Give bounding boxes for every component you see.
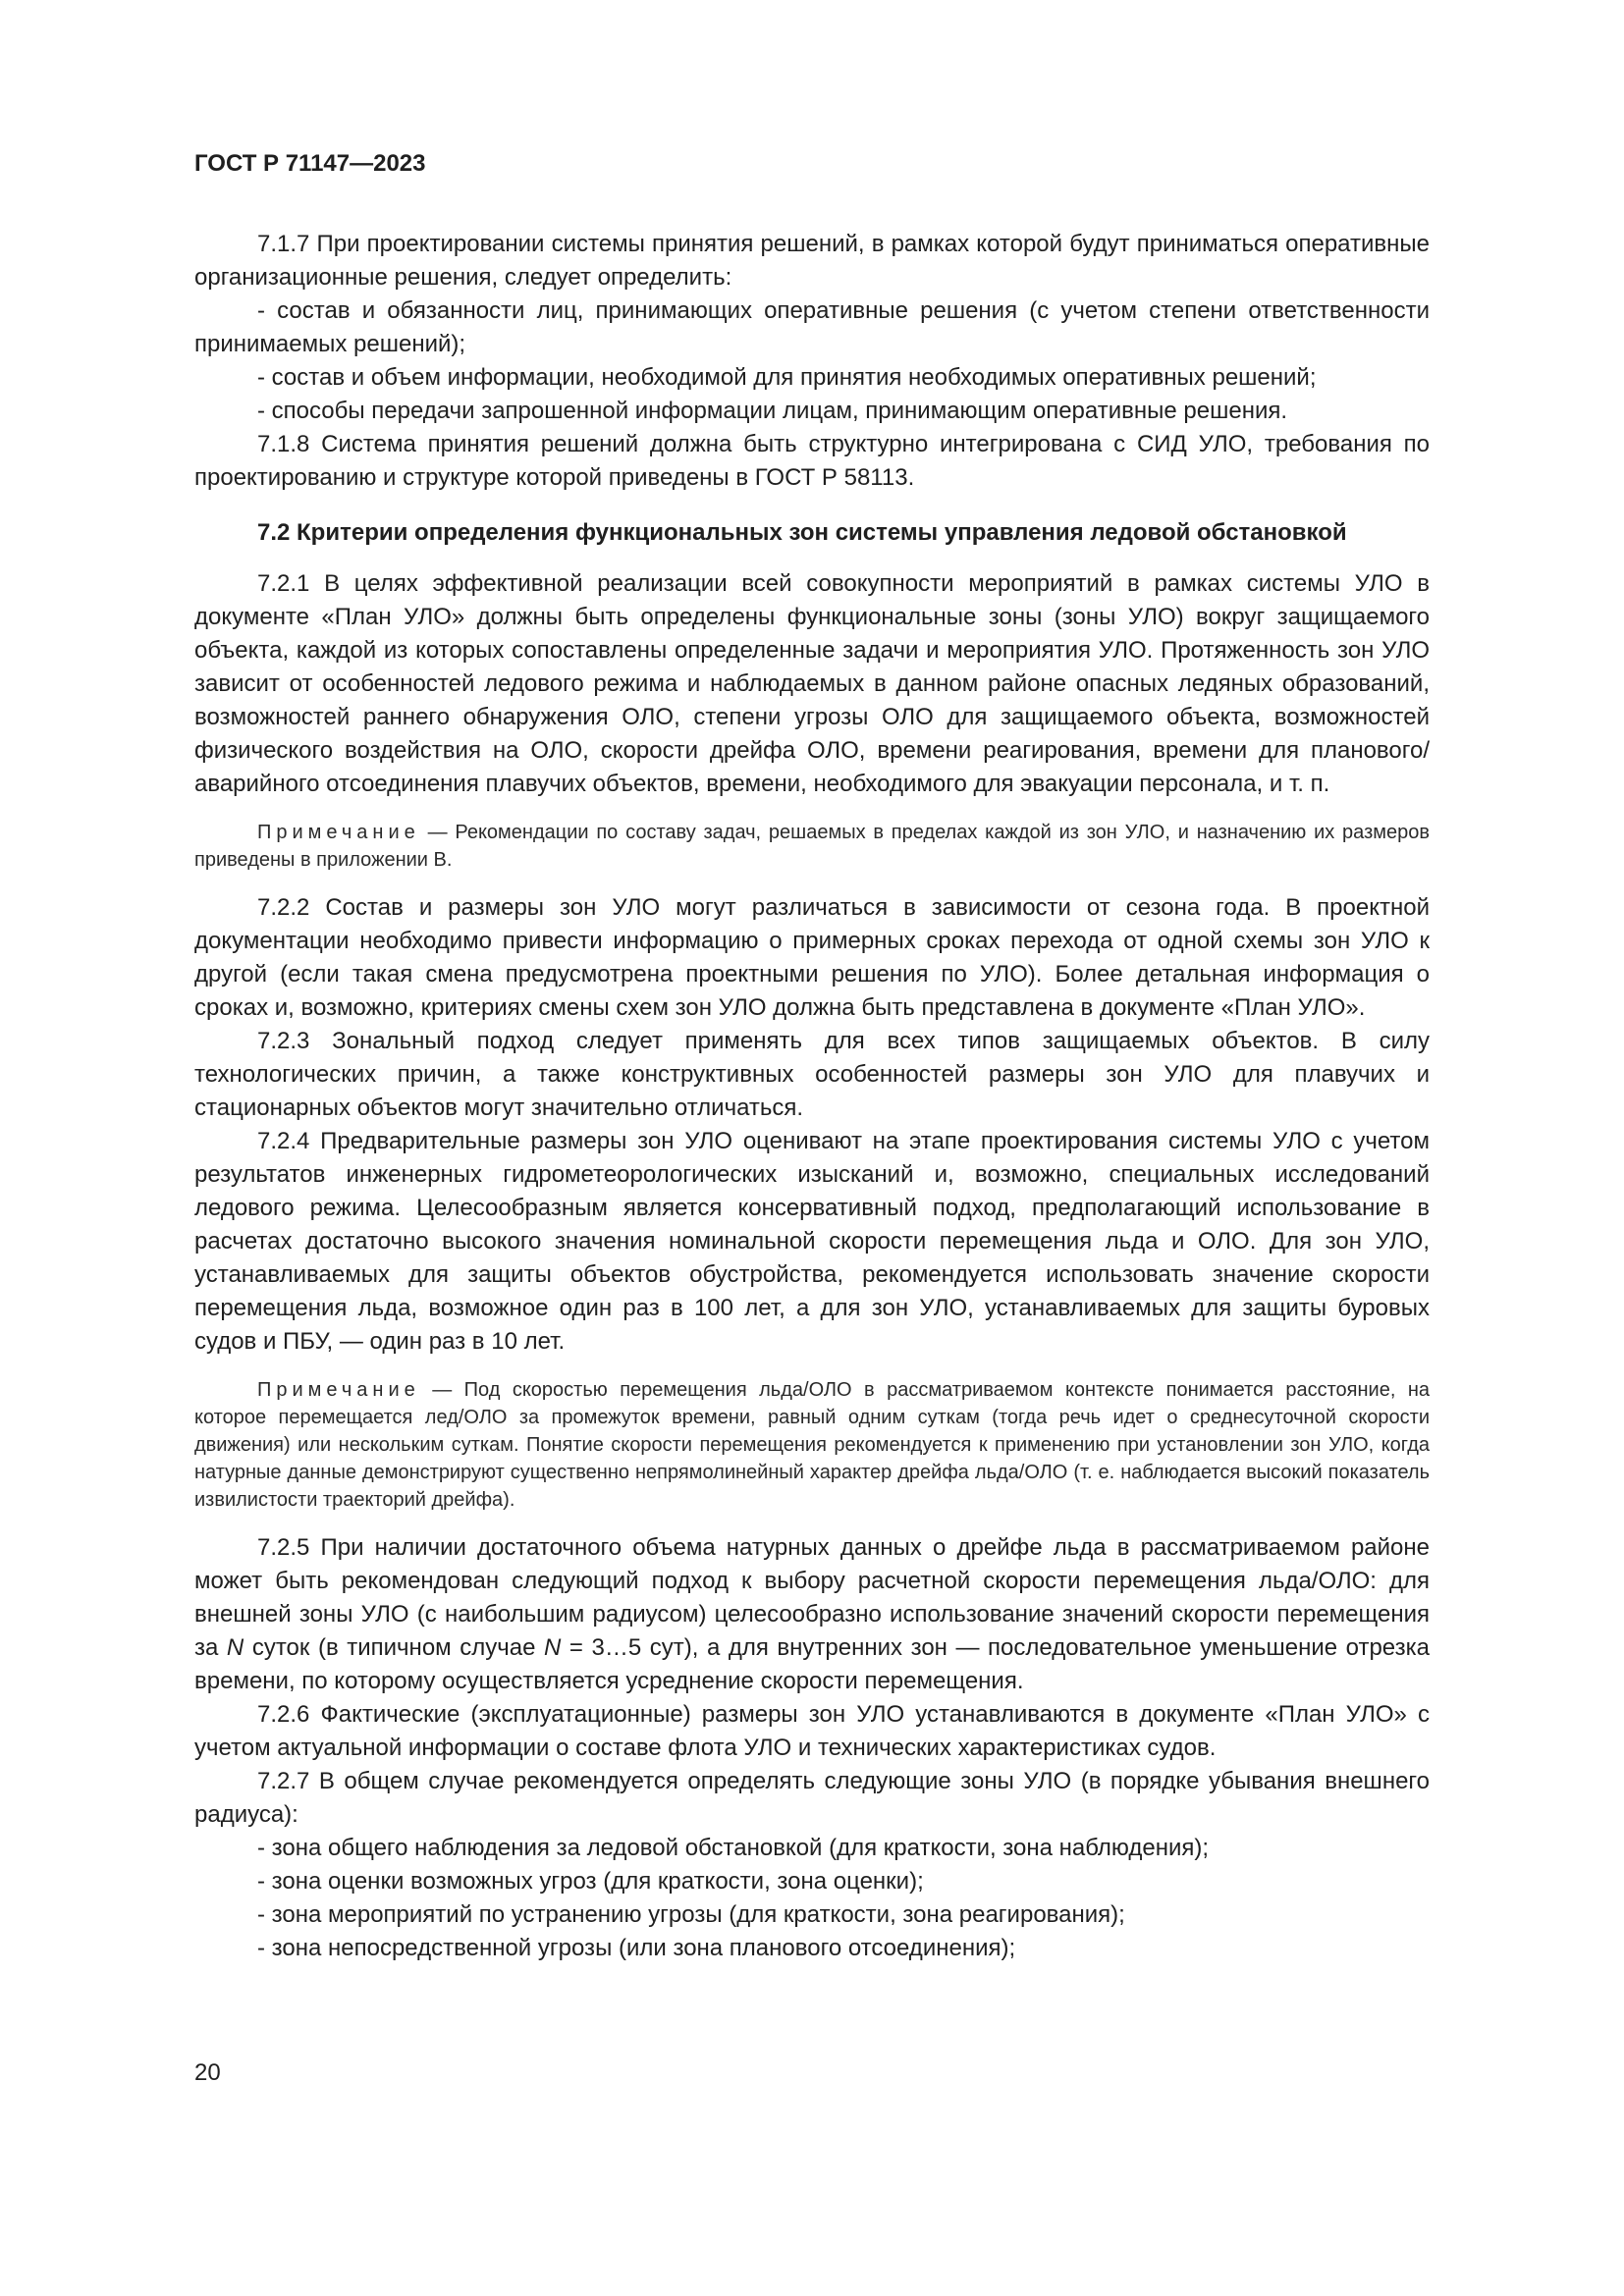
clause-text: суток (в типичном случае [244, 1634, 544, 1661]
list-item: - зона непосредственной угрозы (или зона планового отсоединения); [257, 1935, 1016, 1961]
clause-7-2-1: 7.2.1 В целях эффективной реализации всей совокупности мероприятий в рамках системы УЛО в документе «План УЛО» должны быть определены функциональные зоны (зоны УЛО) вокруг защищаемого объекта, каждой из которых сопоставлены определенные задачи и мероприятия УЛО. Протяженность зон УЛО зависит от особенностей ледового режима и наблюдаемых в данном районе опасных ледяных образований, возможностей раннего обнаружения ОЛО, степени угрозы ОЛО для защищаемого объекта, возможностей физического воздействия на ОЛО, скорости дрейфа ОЛО, времени реагирования, времени для планового/аварийного отсоединения плавучих объектов, времени, необходимого для эвакуации персонала, и т. п. [194, 570, 1430, 797]
list-item: - состав и объем информации, необходимой для принятия необходимых оперативных решений; [257, 364, 1317, 391]
variable-n: N [226, 1634, 244, 1661]
clause-7-1-8: 7.1.8 Система принятия решений должна быть структурно интегрирована с СИД УЛО, требования по проектированию и структуре которой приведены в ГОСТ Р 58113. [194, 431, 1430, 491]
page-number: 20 [194, 2059, 221, 2086]
note-1 [194, 819, 1430, 874]
clause-7-2-3: 7.2.3 Зональный подход следует применять для всех типов защищаемых объектов. В силу технологических причин, а также конструктивных особенностей размеры зон УЛО для плавучих и стационарных объектов могут значительно отличаться. [194, 1028, 1430, 1121]
clause-7-2-2: 7.2.2 Состав и размеры зон УЛО могут различаться в зависимости от сезона года. В проектной документации необходимо привести информацию о примерных сроках перехода от одной схемы зон УЛО к другой (если такая смена предусмотрена проектными решения по УЛО). Более детальная информация о сроках и, возможно, критериях смены схем зон УЛО должна быть представлена в документе «План УЛО». [194, 894, 1430, 1021]
clause-text: 7.2.5 При наличии достаточного объема натурных данных о дрейфе льда в рассматриваемом районе может быть рекомендован следующий подход к выбору расчетной скорости перемещения льда/ОЛО: для внешней зоны УЛО (с наибольшим радиусом) целесообразно использование значений скорости перемещения за [194, 1534, 1430, 1661]
note-2 [194, 1376, 1430, 1514]
document-code-header: ГОСТ Р 71147—2023 [194, 150, 426, 177]
note-label: Примечание [257, 1379, 420, 1401]
note-text: — Под скоростью перемещения льда/ОЛО в рассматриваемом контексте понимается расстояние, на которое перемещается лед/ОЛО за промежуток времени, равный одним суткам (тогда речь идет о среднесуточной скорости движения) или нескольким суткам. Понятие скорости перемещения рекомендуется к применению при установлении зон УЛО, когда натурные данные демонстрируют существенно непрямолинейный характер дрейфа льда/ОЛО (т. е. наблюдается высокий показатель извилистости траекторий дрейфа). [194, 1379, 1430, 1511]
clause-7-2-5 [194, 1531, 1430, 1698]
note-text: — Рекомендации по составу задач, решаемых в пределах каждой из зон УЛО, и назначению их размеров приведены в приложении В. [194, 822, 1430, 871]
variable-n: N [544, 1634, 562, 1661]
section-7-2-heading: 7.2 Критерии определения функциональных зон системы управления ледовой обстановкой [257, 519, 1347, 546]
list-item: - зона общего наблюдения за ледовой обстановкой (для краткости, зона наблюдения); [257, 1835, 1210, 1861]
clause-7-2-7: 7.2.7 В общем случае рекомендуется определять следующие зоны УЛО (в порядке убывания внешнего радиуса): [194, 1768, 1430, 1828]
clause-7-1-7: 7.1.7 При проектировании системы принятия решений, в рамках которой будут приниматься оперативные организационные решения, следует определить: [194, 231, 1430, 291]
note-label: Примечание [257, 822, 420, 843]
clause-text: = 3…5 сут), а для внутренних зон — последовательное уменьшение отрезка времени, по которому осуществляется усреднение скорости перемещения. [194, 1634, 1431, 1694]
list-item: - зона оценки возможных угроз (для краткости, зона оценки); [257, 1868, 924, 1895]
clause-7-2-6: 7.2.6 Фактические (эксплуатационные) размеры зон УЛО устанавливаются в документе «План УЛО» с учетом актуальной информации о составе флота УЛО и технических характеристиках судов. [194, 1701, 1430, 1761]
list-item: - зона мероприятий по устранению угрозы (для краткости, зона реагирования); [257, 1901, 1125, 1928]
list-item: - состав и обязанности лиц, принимающих оперативные решения (с учетом степени ответственности принимаемых решений); [194, 297, 1430, 357]
list-item: - способы передачи запрошенной информации лицам, принимающим оперативные решения. [257, 398, 1288, 424]
clause-7-2-4: 7.2.4 Предварительные размеры зон УЛО оценивают на этапе проектирования системы УЛО с учетом результатов инженерных гидрометеорологических изысканий и, возможно, специальных исследований ледового режима. Целесообразным является консервативный подход, предполагающий использование в расчетах достаточно высокого значения номинальной скорости перемещения льда и ОЛО. Для зон УЛО, устанавливаемых для защиты объектов обустройства, рекомендуется использовать значение скорости перемещения льда, возможное один раз в 100 лет, а для зон УЛО, устанавливаемых для защиты буровых судов и ПБУ, — один раз в 10 лет. [194, 1128, 1430, 1355]
